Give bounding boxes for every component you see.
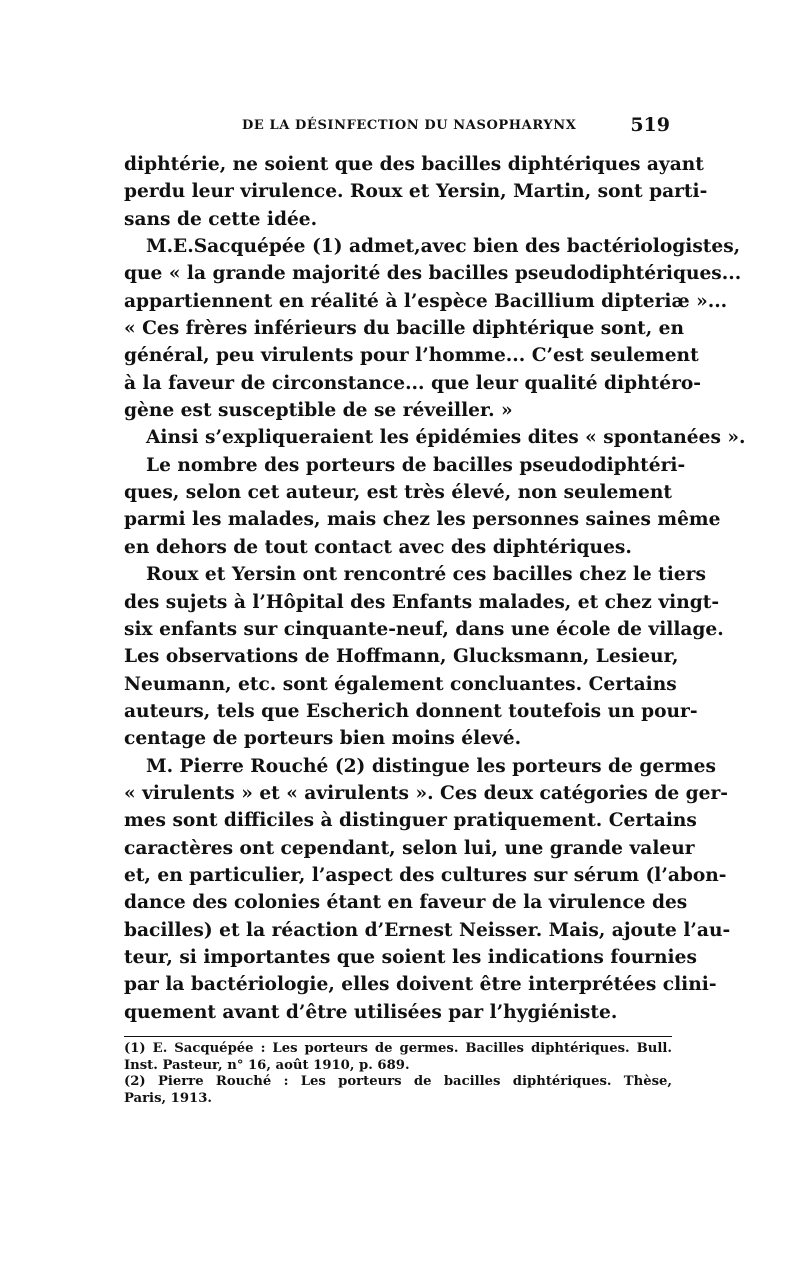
footnote-line: (1) E. Sacquépée : Les porteurs de germes. Bacilles diphtériques. Bull. [124, 1041, 672, 1056]
text-line: diphtérie, ne soient que des bacilles diphtériques ayant [124, 154, 704, 175]
text-line: Ainsi s’expliqueraient les épidémies dites « spontanées ». [146, 427, 746, 449]
text-line: général, peu virulents pour l’homme... C’est seulement [124, 345, 699, 367]
footnote-line: (2) Pierre Rouché : Les porteurs de bacilles diphtériques. Thèse, [124, 1074, 672, 1089]
text-line: quement avant d’être utilisées par l’hygiéniste. [124, 1001, 618, 1023]
text-line: teur, si importantes que soient les indications fournies [124, 946, 697, 968]
text-line: et, en particulier, l’aspect des cultures sur sérum (l’abon- [124, 864, 727, 886]
footnotes [124, 1041, 672, 1107]
text-line: parmi les malades, mais chez les personnes saines même [124, 509, 721, 531]
running-title: DE LA DÉSINFECTION DU NASOPHARYNX [242, 118, 577, 133]
text-line: par la bactériologie, elles doivent être interprétées clini- [124, 974, 717, 996]
text-line: M. Pierre Rouché (2) distingue les porteurs de germes [146, 755, 716, 777]
text-line: à la faveur de circonstance... que leur qualité diphtéro- [124, 372, 701, 394]
text-line: « Ces frères inférieurs du bacille diphtérique sont, en [124, 318, 685, 340]
page-number: 519 [630, 114, 670, 136]
text-line: mes sont difficiles à distinguer pratiquement. Certains [124, 810, 697, 832]
text-line: dance des colonies étant en faveur de la virulence des [124, 892, 688, 914]
footnote-line: Paris, 1913. [124, 1090, 212, 1106]
text-line: centage de porteurs bien moins élevé. [124, 728, 522, 750]
text-line: gène est susceptible de se réveiller. » [124, 400, 513, 422]
body-text [124, 151, 746, 1026]
text-line: en dehors de tout contact avec des diphtériques. [124, 536, 632, 558]
text-line: Les observations de Hoffmann, Glucksmann, Lesieur, [124, 646, 679, 668]
text-line: sans de cette idée. [124, 208, 318, 230]
footnote-line: Inst. Pasteur, n° 16, août 1910, p. 689. [124, 1057, 410, 1073]
text-line: Neumann, etc. sont également concluantes. Certains [124, 673, 677, 695]
footnote-divider [124, 1036, 672, 1037]
text-line: bacilles) et la réaction d’Ernest Neisser. Mais, ajoute l’au- [124, 919, 731, 941]
text-line: Le nombre des porteurs de bacilles pseudodiphtéri- [146, 454, 686, 476]
text-line: perdu leur virulence. Roux et Yersin, Martin, sont parti- [124, 181, 708, 203]
text-line: des sujets à l’Hôpital des Enfants malades, et chez vingt- [124, 591, 720, 613]
text-line: ques, selon cet auteur, est très élevé, non seulement [124, 482, 672, 504]
running-header [124, 116, 670, 140]
text-line: Roux et Yersin ont rencontré ces bacilles chez le tiers [146, 564, 706, 586]
text-line: six enfants sur cinquante-neuf, dans une école de village. [124, 618, 724, 640]
text-line: que « la grande majorité des bacilles pseudodiphtériques... [124, 263, 742, 285]
text-line: caractères ont cependant, selon lui, une grande valeur [124, 837, 695, 859]
text-line: appartiennent en réalité à l’espèce Bacillium dipteriæ »... [124, 290, 728, 312]
text-line: M.E.Sacquépée (1) admet,avec bien des bactériologistes, [146, 236, 741, 258]
text-line: auteurs, tels que Escherich donnent toutefois un pour- [124, 700, 698, 722]
text-line: « virulents » et « avirulents ». Ces deux catégories de ger- [124, 782, 728, 804]
